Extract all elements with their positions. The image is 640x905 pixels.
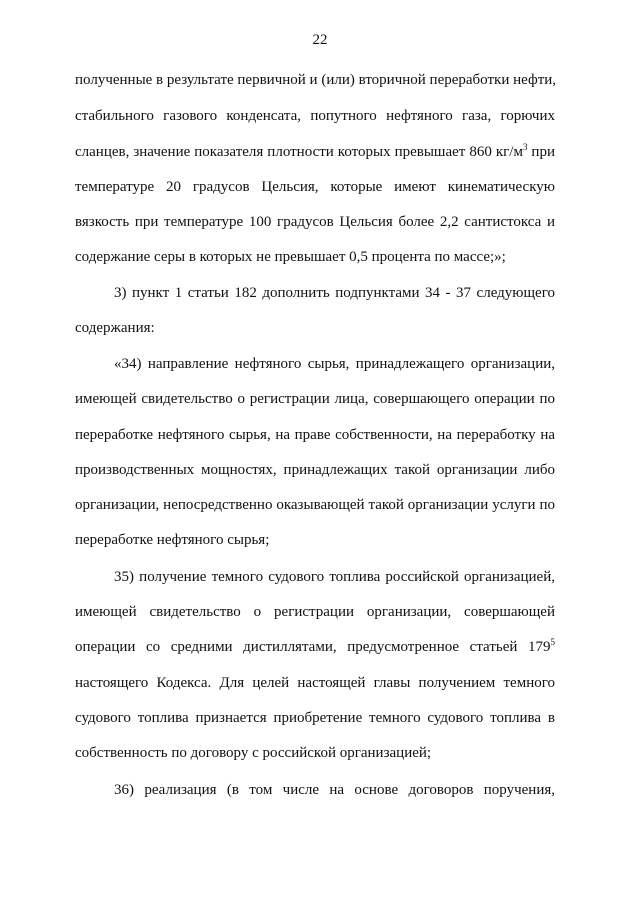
paragraph-line: содержание серы в которых не превышает 0,5 процента по массе;»; [75, 249, 506, 265]
paragraph-line: производственных мощностях, принадлежащих такой организации либо [75, 462, 555, 478]
paragraph-line: «34) направление нефтяного сырья, принадлежащего организации, [114, 356, 555, 372]
paragraph-line: полученные в результате первичной и (или) вторичной переработки нефти, [75, 72, 557, 88]
paragraph-line: собственность по договору с российской организацией; [75, 745, 432, 761]
line-text: операции со средними дистиллятами, предусмотренное статьей 179 [75, 639, 551, 655]
paragraph-line [75, 143, 555, 161]
paragraph-line: температуре 20 градусов Цельсия, которые имеют кинематическую [75, 179, 555, 195]
paragraph-line [75, 638, 555, 656]
paragraph-line: вязкость при температуре 100 градусов Цельсия более 2,2 сантистокса и [75, 214, 555, 230]
paragraph-line: 35) получение темного судового топлива российской организацией, [114, 569, 555, 585]
paragraph-line: стабильного газового конденсата, попутного нефтяного газа, горючих [75, 108, 555, 124]
line-text: сланцев, значение показателя плотности которых превышает 860 кг/м [75, 144, 523, 160]
paragraph-line: судового топлива признается приобретение темного судового топлива в [75, 710, 555, 726]
paragraph-line: имеющей свидетельство о регистрации организации, совершающей [75, 604, 555, 620]
paragraph-line: содержания: [75, 320, 155, 336]
paragraph-line: настоящего Кодекса. Для целей настоящей главы получением темного [75, 675, 555, 691]
paragraph-line: переработке нефтяного сырья, на праве собственности, на переработку на [75, 427, 555, 443]
page-number: 22 [312, 32, 328, 48]
superscript: 5 [550, 637, 555, 647]
paragraph-line: 36) реализация (в том числе на основе договоров поручения, [114, 782, 555, 798]
line-text: при [527, 144, 555, 160]
paragraph-line: переработке нефтяного сырья; [75, 532, 270, 548]
superscript: 3 [522, 142, 528, 152]
paragraph-line: организации, непосредственно оказывающей такой организации услуги по [75, 497, 555, 513]
paragraph-line: имеющей свидетельство о регистрации лица, совершающего операции по [75, 391, 555, 407]
paragraph-line: 3) пункт 1 статьи 182 дополнить подпунктами 34 - 37 следующего [114, 285, 555, 301]
